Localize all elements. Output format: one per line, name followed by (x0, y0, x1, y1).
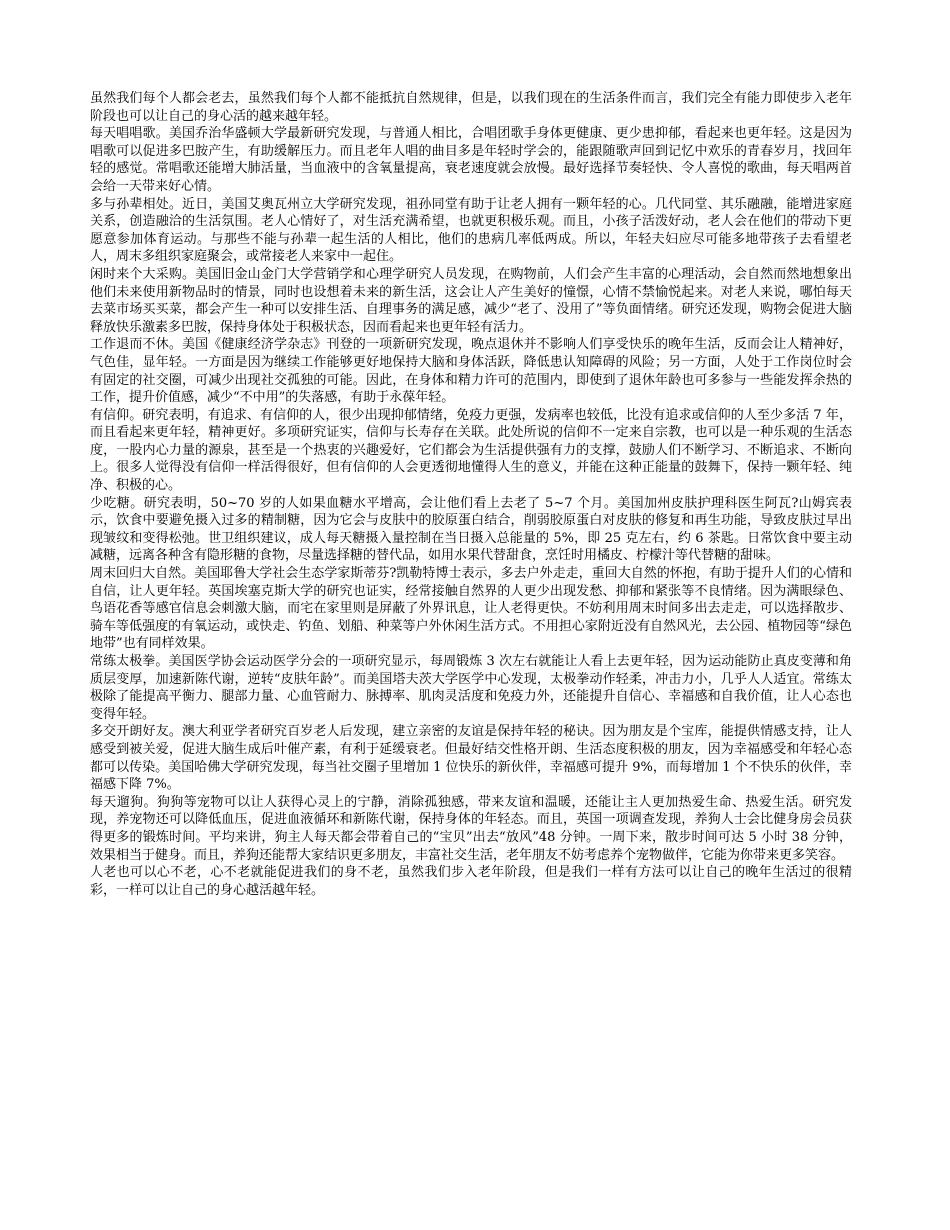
paragraph-grandchildren: 多与孙辈相处。近日，美国艾奥瓦州立大学研究发现，祖孙同堂有助于让老人拥有一颗年轻的心。几代同堂、其乐融融，能增进家庭关系，创造融洽的生活氛围。老人心情好了，对生活充满希望，也就更积极乐观。而且，小孩子活泼好动，老人会在他们的带动下更愿意参加体育运动。与那些不能与孙辈一起生活的人相比，他们的患病几率低两成。所以，年轻夫妇应尽可能多地带孩子去看望老人，周末多组织家庭聚会，或常接老人来家中一起住。 (90, 196, 852, 265)
paragraph-dog-walking: 每天遛狗。狗狗等宠物可以让人获得心灵上的宁静，消除孤独感，带来友谊和温暖，还能让主人更加热爱生命、热爱生活。研究发现，养宠物还可以降低血压，促进血液循环和新陈代谢，保持身体的年轻态。而且，英国一项调查发现，养狗人士会比健身房会员获得更多的锻炼时间。平均来讲，狗主人每天都会带着自己的“宝贝”出去“放风”48 分钟。一周下来，散步时间可达 5 小时 38 分钟，效果相当于健身。而且，养狗还能帮大家结识更多朋友，丰富社交生活，老年朋友不妨考虑养个宠物做伴，它能为你带来更多笑容。 (90, 794, 852, 863)
paragraph-nature: 周末回归大自然。美国耶鲁大学社会生态学家斯蒂芬?凯勒特博士表示，多去户外走走，重回大自然的怀抱，有助于提升人们的心情和自信，让人更年轻。英国埃塞克斯大学的研究也证实，经常接触自然界的人更少出现发愁、抑郁和紧张等不良情绪。因为满眼绿色、鸟语花香等感官信息会刺激大脑，而宅在家里则是屏蔽了外界讯息，让人老得更快。不妨利用周末时间多出去走走，可以选择散步、骑车等低强度的有氧运动，或快走、钓鱼、划船、种菜等户外休闲生活方式。不用担心家附近没有自然风光，去公园、植物园等“绿色地带”也有同样效果。 (90, 566, 852, 652)
paragraph-less-sugar: 少吃糖。研究表明，50~70 岁的人如果血糖水平增高，会让他们看上去老了 5~7 个月。美国加州皮肤护理科医生阿瓦?山姆宾表示，饮食中要避免摄入过多的精制糖，因为它会与皮肤中的胶原蛋白结合，削弱胶原蛋白对皮肤的修复和再生功能，导致皮肤过早出现皱纹和变得松弛。世卫组织建议，成人每天糖摄入量控制在当日摄入总能量的 5%，即 25 克左右，约 6 茶匙。日常饮食中要主动减糖，远离各种含有隐形糖的食物，尽量选择糖的替代品，如用水果代替甜食，烹饪时用橘皮、柠檬汁等代替糖的甜味。 (90, 495, 852, 564)
document-page (90, 90, 852, 899)
conclusion-paragraph: 人老也可以心不老，心不老就能促进我们的身不老，虽然我们步入老年阶段，但是我们一样有方法可以让自己的晚年生活过的很精彩，一样可以让自己的身心越活越年轻。 (90, 865, 852, 898)
intro-paragraph: 虽然我们每个人都会老去，虽然我们每个人都不能抵抗自然规律，但是，以我们现在的生活条件而言，我们完全有能力即使步入老年阶段也可以让自己的身心活的越来越年轻。 (90, 91, 852, 124)
paragraph-friends: 多交开朗好友。澳大利亚学者研究百岁老人后发现，建立亲密的友谊是保持年轻的秘诀。因为朋友是个宝库，能提供情感支持，让人感受到被关爱，促进大脑生成后叶催产素，有利于延缓衰老。但最好结交性格开朗、生活态度积极的朋友，因为幸福感受和年轻心态都可以传染。美国哈佛大学研究发现，每当社交圈子里增加 1 位快乐的新伙伴，幸福感可提升 9%，而每增加 1 个不快乐的伙伴，幸福感下降 7%。 (90, 724, 852, 793)
paragraph-singing: 每天唱唱歌。美国乔治华盛顿大学最新研究发现，与普通人相比，合唱团歌手身体更健康、更少患抑郁，看起来也更年轻。这是因为唱歌可以促进多巴胺产生，有助缓解压力。而且老年人唱的曲目多是年轻时学会的，能跟随歌声回到记忆中欢乐的青春岁月，找回年轻的感觉。常唱歌还能增大肺活量，当血液中的含氧量提高，衰老速度就会放慢。最好选择节奏轻快、令人喜悦的歌曲，每天唱两首会给一天带来好心情。 (90, 126, 852, 194)
paragraph-belief: 有信仰。研究表明，有追求、有信仰的人，很少出现抑郁情绪，免疫力更强，发病率也较低，比没有追求或信仰的人至少多活 7 年，而且看起来更年轻，精神更好。多项研究证实，信仰与长寿存在关联。此处所说的信仰不一定来自宗教，也可以是一种乐观的生活态度，一股内心力量的源泉，甚至是一个热衷的兴趣爱好，它们都会为生活提供强有力的支撑，鼓励人们不断学习、不断追求、不断向上。很多人觉得没有信仰一样活得很好，但有信仰的人会更透彻地懂得人生的意义，并能在这种正能量的鼓舞下，保持一颗年轻、纯净、积极的心。 (90, 407, 852, 494)
paragraph-tai-chi: 常练太极拳。美国医学协会运动医学分会的一项研究显示，每周锻炼 3 次左右就能让人看上去更年轻，因为运动能防止真皮变薄和角质层变厚，加速新陈代谢，逆转“皮肤年龄”。而美国塔夫茨大学医学中心发现，太极拳动作轻柔，冲击力小，几乎人人适宜。常练太极除了能提高平衡力、腿部力量、心血管耐力、脉搏率、肌肉灵活度和免疫力外，还能提升自信心、幸福感和自我价值，让人心态也变得年轻。 (90, 654, 852, 722)
paragraph-shopping: 闲时来个大采购。美国旧金山金门大学营销学和心理学研究人员发现，在购物前，人们会产生丰富的心理活动，会自然而然地想象出他们未来使用新物品时的情景，同时也设想着未来的新生活，这会让人产生美好的憧憬，心情不禁愉悦起来。对老人来说，哪怕每天去菜市场买买菜，都会产生一种可以安排生活、自理事务的满足感，减少“老了、没用了”等负面情绪。研究还发现，购物会促进大脑释放快乐激素多巴胺，保持身体处于积极状态，因而看起来也更年轻有活力。 (90, 266, 852, 335)
paragraph-working: 工作退而不休。美国《健康经济学杂志》刊登的一项新研究发现，晚点退休并不影响人们享受快乐的晚年生活，反而会让人精神好，气色佳，显年轻。一方面是因为继续工作能够更好地保持大脑和身体活跃，降低患认知障碍的风险；另一方面，人处于工作岗位时会有固定的社交圈，可减少出现社交孤独的可能。因此，在身体和精力许可的范围内，即使到了退休年龄也可多参与一些能发挥余热的工作，提升价值感，减少“不中用”的失落感，有助于永葆年轻。 (90, 337, 852, 406)
